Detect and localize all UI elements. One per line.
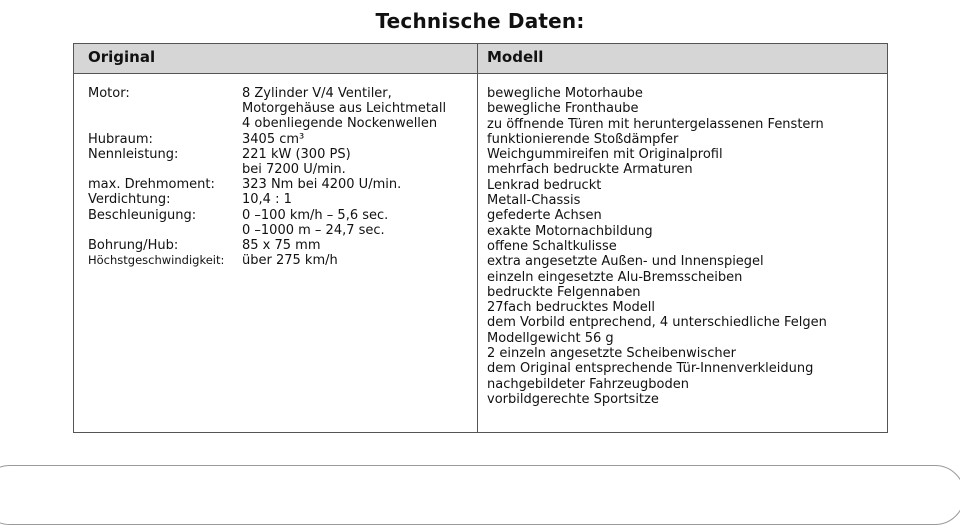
model-feature: bewegliche Motorhaube [487,86,643,101]
original-spec-list [88,86,472,268]
model-feature: Weichgummireifen mit Originalprofil [487,147,723,163]
spec-value: über 275 km/h [242,253,338,269]
model-feature: dem Vorbild entprechend, 4 unterschiedliche Felgen [487,315,827,331]
column-divider [477,44,478,432]
model-feature: vorbildgerechte Sportsitze [487,391,659,407]
model-feature: Modellgewicht 56 g [487,330,614,346]
model-feature-list [487,86,882,407]
spec-row [88,177,472,192]
spec-value: 0 –1000 m – 24,7 sec. [242,222,385,238]
spec-row [88,132,472,147]
spec-values [242,86,472,132]
spec-label: Nennleistung: [88,146,179,162]
model-feature: einzeln eingesetzte Alu-Bremsscheiben [487,269,743,285]
spec-row [88,192,472,207]
model-feature: bewegliche Fronthaube [487,101,639,117]
spec-values [242,192,472,207]
model-feature: mehrfach bedruckte Armaturen [487,162,693,178]
spec-value: Motorgehäuse aus Leichtmetall [242,101,447,117]
spec-row [88,86,472,132]
spec-value: 323 Nm bei 4200 U/min. [242,177,402,193]
spec-values [242,253,472,268]
spec-value: 4 obenliegende Nockenwellen [242,116,438,132]
card-bottom-edge [0,465,960,525]
table-header [74,44,887,74]
spec-values [242,177,472,192]
page-title: Technische Daten: [375,9,585,33]
model-feature: zu öffnende Türen mit heruntergelassenen Fenstern [487,116,824,132]
spec-label: Verdichtung: [88,192,171,208]
model-feature: funktionierende Stoßdämpfer [487,131,679,147]
spec-values [242,132,472,147]
model-feature: Metall-Chassis [487,193,581,209]
spec-label: Beschleunigung: [88,207,197,223]
spec-values [242,147,472,177]
model-feature: extra angesetzte Außen- und Innenspiegel [487,254,764,270]
spec-label: Hubraum: [88,131,153,147]
spec-value: bei 7200 U/min. [242,162,346,178]
model-feature: dem Original entsprechende Tür-Innenverkleidung [487,361,814,377]
spec-values [242,238,472,253]
model-feature: 27fach bedrucktes Modell [487,300,656,316]
model-feature: bedruckte Felgennaben [487,284,641,300]
spec-values [242,208,472,238]
spec-label: Motor: [88,86,130,101]
spec-row [88,208,472,238]
model-feature: offene Schaltkulisse [487,238,617,254]
spec-value: 0 –100 km/h – 5,6 sec. [242,207,389,223]
model-feature: 2 einzeln angesetzte Scheibenwischer [487,346,736,362]
model-feature: nachgebildeter Fahrzeugboden [487,376,689,392]
spec-row [88,253,472,268]
model-column-header: Modell [487,48,544,66]
spec-value: 8 Zylinder V/4 Ventiler, [242,86,392,101]
spec-table [73,43,888,433]
spec-value: 10,4 : 1 [242,192,292,208]
original-column-header: Original [88,48,156,66]
model-feature: Lenkrad bedruckt [487,177,602,193]
spec-value: 85 x 75 mm [242,238,321,254]
model-feature: exakte Motornachbildung [487,223,653,239]
spec-value: 3405 cm³ [242,131,305,147]
model-feature: gefederte Achsen [487,208,602,224]
spec-row [88,238,472,253]
spec-label: Höchstgeschwindigkeit: [88,253,225,268]
spec-label: max. Drehmoment: [88,177,215,193]
spec-value: 221 kW (300 PS) [242,146,351,162]
spec-row [88,147,472,177]
spec-label: Bohrung/Hub: [88,238,179,254]
